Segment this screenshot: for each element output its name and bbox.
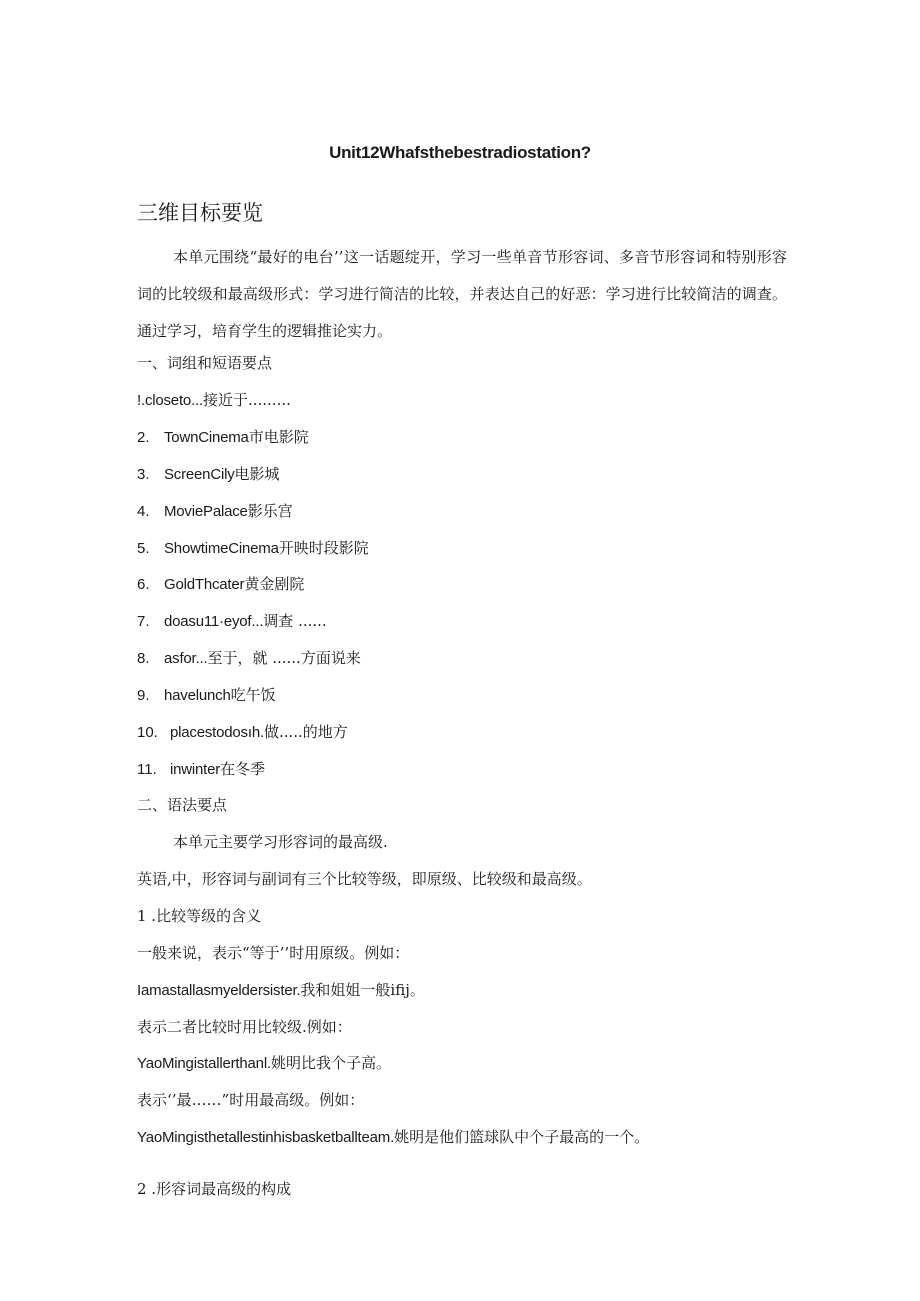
- phrase-english: TownCinema: [164, 429, 249, 446]
- phrase-item-8: [137, 647, 361, 668]
- phrase-chinese: 调查 ......: [263, 612, 327, 630]
- subsection-2-heading: 2 .形容词最高级的构成: [137, 1180, 292, 1198]
- phrase-item-6: [137, 573, 304, 594]
- phrase-number: 3.: [137, 466, 150, 483]
- grammar-intro: 本单元主要学习形容词的最高级.: [173, 833, 388, 851]
- comparative-degree-text: 表示二者比较时用比较级.例如：: [137, 1018, 352, 1036]
- phrase-english: asfor...: [164, 650, 208, 667]
- subsection-1-heading: 1 .比较等级的含义: [137, 907, 262, 925]
- phrase-chinese: 市电影院: [248, 428, 309, 446]
- example-1: [137, 979, 425, 1000]
- phrase-item-7: [137, 610, 327, 631]
- phrase-item-2: [137, 426, 309, 447]
- phrase-english: doasu11·eyof...: [164, 613, 264, 630]
- phrase-number: 8.: [137, 650, 150, 667]
- phrase-chinese: 电影城: [234, 465, 280, 483]
- phrase-chinese: 黄金剧院: [244, 575, 305, 593]
- part1-heading: 一、词组和短语要点: [137, 354, 273, 372]
- phrase-chinese: 接近于.........: [202, 391, 291, 409]
- phrase-item-1: [137, 389, 291, 410]
- phrase-chinese: 至于，就 ......方面说来: [207, 649, 361, 667]
- phrase-item-11: [137, 758, 265, 779]
- phrase-chinese: 吃午饭: [230, 686, 276, 704]
- example-3: [137, 1126, 649, 1147]
- example-1-chinese: 我和姐姐一般ifij。: [300, 981, 425, 999]
- phrase-chinese: 在冬季: [220, 760, 266, 778]
- example-1-english: Iamastallasmyeldersister.: [137, 982, 301, 999]
- phrase-english: ShowtimeCinema: [164, 540, 279, 557]
- grammar-description: 英语,中，形容词与副词有三个比较等级，即原级、比较级和最高级。: [137, 870, 592, 888]
- example-2-chinese: 姚明比我个子高。: [270, 1054, 391, 1072]
- phrase-number: 5.: [137, 540, 150, 557]
- example-2-english: YaoMingistallerthanl.: [137, 1055, 271, 1072]
- phrase-chinese: 开映时段影院: [278, 539, 369, 557]
- phrase-english: ScreenCily: [164, 466, 235, 483]
- phrase-chinese: 做.....的地方: [263, 723, 348, 741]
- phrase-chinese: 影乐宫: [247, 502, 293, 520]
- phrase-english: inwinter: [170, 761, 221, 778]
- phrase-number: 10.: [137, 724, 158, 741]
- positive-degree-text: 一般来说，表示“等于’’时用原级。例如：: [137, 944, 410, 962]
- document-title: Unit12Whafsthebestradiostation?: [329, 143, 591, 162]
- phrase-number: 4.: [137, 503, 150, 520]
- example-2: [137, 1052, 391, 1073]
- phrase-item-3: [137, 463, 280, 484]
- phrase-number: 9.: [137, 687, 150, 704]
- phrase-number: !.: [137, 392, 145, 409]
- example-3-chinese: 姚明是他们篮球队中个子最高的一个。: [394, 1128, 650, 1146]
- phrase-number: 6.: [137, 576, 150, 593]
- phrase-number: 11.: [137, 761, 157, 778]
- phrase-english: placestodosıh.: [170, 724, 264, 741]
- example-3-english: YaoMingisthetallestinhisbasketballteam.: [137, 1129, 395, 1146]
- phrase-item-5: [137, 537, 369, 558]
- phrase-english: closeto...: [144, 392, 203, 409]
- phrase-english: GoldThcater: [164, 576, 245, 593]
- phrase-english: havelunch: [164, 687, 231, 704]
- phrase-english: MoviePalace: [164, 503, 248, 520]
- superlative-degree-text: 表示‘’最……”时用最高级。例如：: [137, 1091, 365, 1109]
- intro-paragraph: 本单元围绕“最好的电台’’这一话题绽开，学习一些单音节形容词、多音节形容词和特别形容词的比较级和最高级形式：学习进行简洁的比较，并表达自己的好恶：学习进行比较简洁的调查。通过学习，培育学生的逻辑推论实力。: [137, 248, 787, 340]
- phrase-item-10: [137, 721, 348, 742]
- section-heading: 三维目标要览: [137, 201, 263, 225]
- part2-heading: 二、语法要点: [137, 796, 228, 814]
- phrase-item-9: [137, 684, 276, 705]
- phrase-item-4: [137, 500, 293, 521]
- phrase-number: 2.: [137, 429, 150, 446]
- phrase-number: 7.: [137, 613, 150, 630]
